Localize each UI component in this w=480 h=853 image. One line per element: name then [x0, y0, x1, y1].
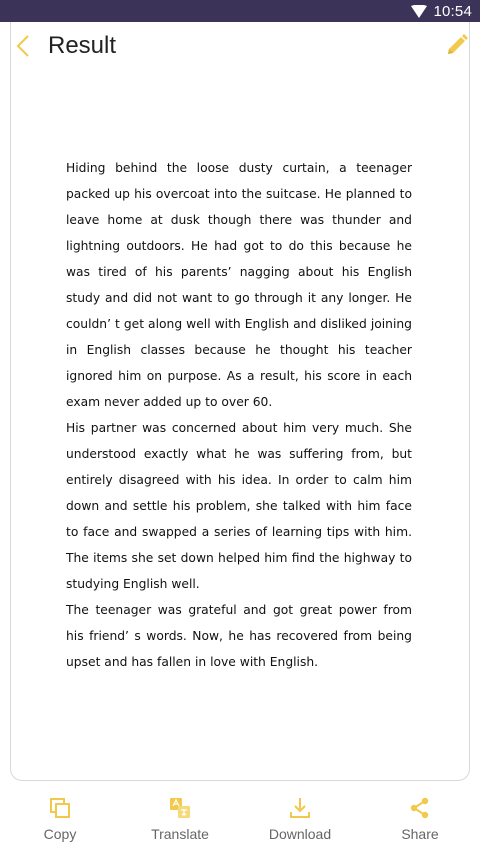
download-button[interactable]	[245, 790, 355, 842]
result-paragraph: The teenager was grateful and got great power from his friend’ s words. Now, he has recovered from being upset and has fallen in love with English.	[66, 603, 412, 669]
result-paragraph: His partner was concerned about him very much. She understood exactly what he was suffering from, but entirely disagreed with his idea. In order to calm him down and settle his problem, she talked with him face to face and swapped a series of learning tips with him. The items she set down helped him find the highway to studying English well.	[66, 421, 412, 591]
translate-label: Translate	[151, 826, 209, 842]
status-bar	[0, 0, 480, 22]
status-time: 10:54	[433, 2, 472, 20]
wifi-icon	[411, 4, 427, 18]
share-button[interactable]	[365, 790, 475, 842]
pencil-icon	[446, 34, 468, 56]
result-text	[66, 155, 412, 675]
download-label: Download	[268, 826, 332, 842]
copy-icon	[48, 796, 72, 820]
page-title: Result	[48, 32, 117, 59]
translate-icon	[168, 796, 192, 820]
bottom-toolbar	[0, 790, 480, 853]
share-label: Share	[401, 826, 439, 842]
edit-button[interactable]	[444, 32, 470, 58]
copy-button[interactable]	[5, 790, 115, 842]
copy-label: Copy	[43, 826, 77, 842]
result-paragraph: Hiding behind the loose dusty curtain, a teenager packed up his overcoat into the suitcase. He planned to leave home at dusk though there was thunder and lightning outdoors. He had got to do this because he was tired of his parents’ nagging about his English study and did not want to go through it any longer. He couldn’ t get along well with English and disliked joining in English classes because he thought his teacher ignored him on purpose. As a result, his score in each exam never added up to over 60.	[66, 161, 412, 409]
translate-button[interactable]	[125, 790, 235, 842]
chevron-left-icon	[16, 34, 30, 58]
download-icon	[288, 796, 312, 820]
share-icon	[408, 796, 432, 820]
back-button[interactable]	[12, 30, 34, 62]
